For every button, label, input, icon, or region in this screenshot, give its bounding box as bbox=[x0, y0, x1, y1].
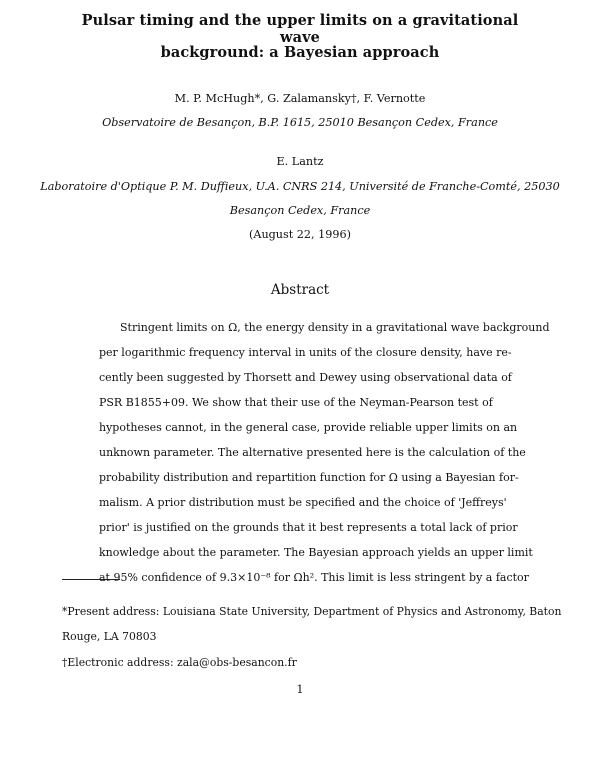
abstract-line: PSR B1855+09. We show that their use of the Neyman-Pearson test of bbox=[99, 396, 493, 409]
date: (August 22, 1996) bbox=[249, 228, 351, 241]
footnote-2: †Electronic address: zala@obs-besancon.fr bbox=[62, 656, 297, 669]
abstract-heading: Abstract bbox=[270, 282, 330, 298]
affiliation-2-line-1: Laboratoire d'Optique P. M. Duffieux, U.A. CNRS 214, Université de Franche-Comté, 25030 bbox=[40, 180, 560, 193]
abstract-line: cently been suggested by Thorsett and Dewey using observational data of bbox=[99, 371, 512, 384]
affiliation-2-line-2: Besançon Cedex, France bbox=[229, 204, 371, 217]
abstract-line: knowledge about the parameter. The Bayesian approach yields an upper limit bbox=[99, 546, 533, 559]
abstract-line: prior' is justified on the grounds that it best represents a total lack of prior bbox=[99, 521, 518, 534]
footnote-1-line-2: Rouge, LA 70803 bbox=[62, 630, 157, 643]
abstract-line: at 95% confidence of 9.3×10⁻⁸ for Ωh². This limit is less stringent by a factor bbox=[99, 571, 529, 584]
affiliation-1: Observatoire de Besançon, B.P. 1615, 25010 Besançon Cedex, France bbox=[102, 116, 498, 129]
abstract-line: unknown parameter. The alternative presented here is the calculation of the bbox=[99, 446, 526, 459]
paper-title-line-1: Pulsar timing and the upper limits on a gravitational wave bbox=[81, 12, 519, 46]
abstract-line: Stringent limits on Ω, the energy density in a gravitational wave background bbox=[120, 321, 550, 334]
abstract-line: probability distribution and repartition function for Ω using a Bayesian for- bbox=[99, 471, 519, 484]
page-number: 1 bbox=[296, 683, 304, 696]
abstract-line: hypotheses cannot, in the general case, provide reliable upper limits on an bbox=[99, 421, 518, 434]
authors: M. P. McHugh*, G. Zalamansky†, F. Vernotte bbox=[174, 92, 426, 105]
footnote-rule bbox=[62, 579, 120, 580]
author-2: E. Lantz bbox=[276, 155, 324, 168]
paper-title-line-2: background: a Bayesian approach bbox=[160, 44, 440, 61]
abstract-line: per logarithmic frequency interval in units of the closure density, have re- bbox=[99, 346, 512, 359]
abstract-line: malism. A prior distribution must be specified and the choice of 'Jeffreys' bbox=[99, 496, 507, 509]
footnote-1-line-1: *Present address: Louisiana State University, Department of Physics and Astronomy, Baton bbox=[62, 605, 562, 618]
